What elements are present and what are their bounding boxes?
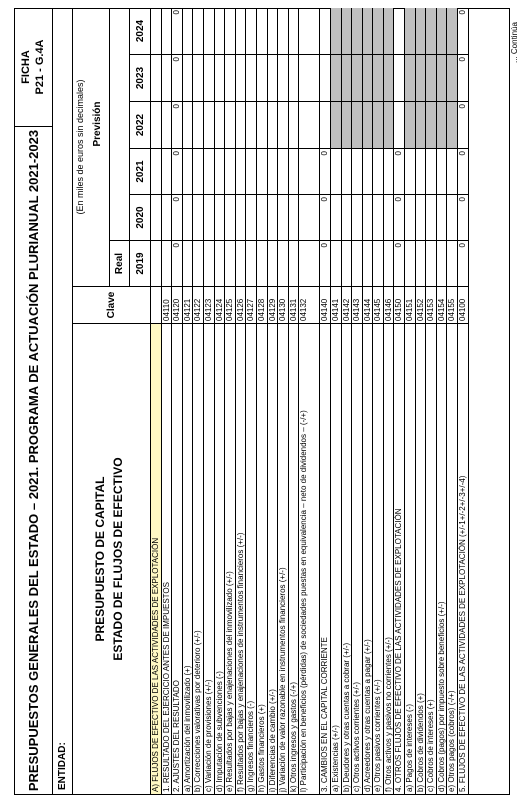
table-row [342,8,353,794]
cell-2020[interactable]: 0 [320,194,330,240]
cell-2024[interactable] [437,8,447,54]
cell-2020[interactable] [151,194,161,240]
row-clave: 04126 [236,286,246,323]
cell-2021[interactable] [236,148,246,194]
cell-2021[interactable] [384,148,394,194]
ficha-label: FICHA [20,50,32,84]
row-label: e) Otros pasivos corrientes (+/-) [373,323,383,794]
table-row [289,8,300,794]
cell-2022[interactable] [405,101,415,148]
row-label: d) Cobros (pagos) por impuesto sobre beneficios (+/-) [437,323,447,794]
cell-2021[interactable] [426,148,436,194]
row-clave: 04121 [183,286,193,323]
header-line2: ESTADO DE FLUJOS DE EFECTIVO [111,457,125,661]
header-divider [109,8,110,240]
row-label: 3. CAMBIOS EN EL CAPITAL CORRIENTE [320,323,330,794]
cell-2020[interactable] [426,194,436,240]
header-years [73,8,151,286]
cell-2019[interactable] [405,240,415,286]
cell-2024[interactable] [278,8,288,54]
cell-2023[interactable] [320,54,330,101]
cell-2022[interactable]: 0 [458,101,468,148]
cell-2021[interactable] [342,148,352,194]
table-row [236,8,247,794]
header-year-2022: 2022 [129,101,150,148]
table-row [257,8,268,794]
row-label: e) Resultados por bajas y enajenaciones del inmovilizado (+/-) [225,323,235,794]
row-clave: 04128 [257,286,267,323]
cell-2024[interactable] [162,8,172,54]
table-row [246,8,257,794]
cell-2019[interactable] [299,240,319,286]
row-label: 2. AJUSTES DEL RESULTADO [172,323,182,794]
cell-2021[interactable] [278,148,288,194]
cell-2023[interactable] [394,54,404,101]
cell-2023[interactable]: 0 [458,54,468,101]
header-year-2019: 2019 [129,240,150,286]
row-label: 4. OTROS FLUJOS DE EFECTIVO DE LAS ACTIVIDADES DE EXPLOTACIÓN [394,323,404,794]
cell-2023[interactable] [289,54,299,101]
cell-2023[interactable] [268,54,278,101]
table-row [352,8,363,794]
row-label: 5. FLUJOS DE EFECTIVO DE LAS ACTIVIDADES DE EXPLOTACIÓN (+/-1+/-2+/-3+/-4) [458,323,468,794]
cell-2024[interactable] [342,8,352,54]
header-unit: (En miles de euros sin decimales) [75,79,85,215]
cell-2023[interactable] [363,54,373,101]
cell-2021[interactable] [183,148,193,194]
cell-2022[interactable] [193,101,203,148]
cell-2022[interactable] [289,101,299,148]
header-year-2023: 2023 [129,54,150,101]
row-label: d) Acreedores y otras cuentas a pagar (+/-) [363,323,373,794]
cell-2024[interactable] [246,8,256,54]
cell-2020[interactable] [204,194,214,240]
row-clave: 04152 [416,286,426,323]
cell-2019[interactable] [236,240,246,286]
cell-2024[interactable] [299,8,319,54]
cell-2019[interactable] [246,240,256,286]
cell-2019[interactable] [151,240,161,286]
row-label: a) Amortización del inmovilizado (+) [183,323,193,794]
row-clave: 04110 [162,286,172,323]
cell-2023[interactable] [278,54,288,101]
cell-2019[interactable] [352,240,362,286]
cell-2020[interactable]: 0 [458,194,468,240]
cell-2022[interactable] [342,101,352,148]
cell-2024[interactable] [320,8,330,54]
header-prevision: Previsión [92,101,103,147]
cell-2021[interactable]: 0 [320,148,330,194]
cell-2020[interactable] [405,194,415,240]
cell-2023[interactable] [352,54,362,101]
table-header-title [73,323,151,794]
cell-2021[interactable] [204,148,214,194]
cell-2022[interactable] [394,101,404,148]
header-clave: Clave [73,286,151,323]
cell-2022[interactable] [331,101,341,148]
row-label: 1. RESULTADO DEL EJERCICIO ANTES DE IMPUESTOS [162,323,172,794]
cell-2019[interactable] [225,240,235,286]
cell-2024[interactable] [257,8,267,54]
cell-2019[interactable] [331,240,341,286]
cell-2024[interactable] [183,8,193,54]
row-clave: 04140 [320,286,330,323]
cell-2023[interactable] [257,54,267,101]
row-clave: 04146 [384,286,394,323]
table-row [225,8,236,794]
cell-2019[interactable] [183,240,193,286]
cell-2022[interactable] [352,101,362,148]
cell-2024[interactable]: 0 [458,10,468,15]
cell-2023[interactable] [342,54,352,101]
cell-2022[interactable] [236,101,246,148]
table-row [331,8,342,794]
cell-2021[interactable] [215,148,225,194]
header-line1: PRESUPUESTO DE CAPITAL [93,476,107,642]
row-label: b) Cobros de dividendos (+) [416,323,426,794]
cell-2021[interactable] [331,148,341,194]
cell-2024[interactable] [215,8,225,54]
header-year-2020: 2020 [129,194,150,240]
table-row [405,8,416,794]
cell-2023[interactable] [236,54,246,101]
cell-2022[interactable] [225,101,235,148]
row-label: c) Otros activos corrientes (+/-) [352,323,362,794]
cell-2021[interactable] [405,148,415,194]
cell-2019[interactable]: 0 [320,240,330,286]
row-clave: 04120 [172,286,182,323]
cell-2023[interactable] [331,54,341,101]
row-label: a) Existencias (+/-) [331,323,341,794]
row-clave: 04124 [215,286,225,323]
cell-2020[interactable] [246,194,256,240]
table-row [416,8,427,794]
form-frame [14,8,510,795]
table-row [193,8,204,794]
cell-2019[interactable] [363,240,373,286]
cell-2020[interactable] [225,194,235,240]
row-label: c) Cobros de intereses (+) [426,323,436,794]
cell-2022[interactable] [320,101,330,148]
row-clave: 04125 [225,286,235,323]
cell-2020[interactable] [342,194,352,240]
row-label: h) Gastos financieros (+) [257,323,267,794]
cell-2022[interactable] [363,101,373,148]
cell-2024[interactable] [373,8,383,54]
entidad-label: ENTIDAD: [53,8,73,794]
cell-2021[interactable] [162,148,172,194]
cell-2020[interactable] [447,194,457,240]
cell-2020[interactable] [183,194,193,240]
row-clave: 04151 [405,286,415,323]
cell-2022[interactable] [278,101,288,148]
cell-2023[interactable] [183,54,193,101]
cell-2021[interactable]: 0 [458,148,468,194]
row-clave: 04132 [299,286,319,323]
cell-2024[interactable] [193,8,203,54]
cell-2019[interactable] [373,240,383,286]
row-clave: 04144 [363,286,373,323]
cell-2024[interactable] [416,8,426,54]
cell-2019[interactable] [416,240,426,286]
cell-2019[interactable] [162,240,172,286]
cell-2020[interactable] [384,194,394,240]
row-label: l) Participación en beneficios (pérdidas) de sociedades puestas en equivalencia – neto de dividendos – (-/+) [299,323,319,794]
cell-2021[interactable] [373,148,383,194]
cell-2021[interactable] [193,148,203,194]
cell-2023[interactable] [373,54,383,101]
cell-2024[interactable] [331,8,341,54]
cell-2020[interactable] [299,194,319,240]
row-label: f) Otros activos y pasivos no corrientes (+/-) [384,323,394,794]
cell-2020[interactable] [268,194,278,240]
ficha-box [15,8,53,126]
cell-2023[interactable] [225,54,235,101]
row-clave: 04155 [447,286,457,323]
cell-2021[interactable] [363,148,373,194]
row-clave: 04122 [193,286,203,323]
table-row [299,8,320,794]
row-clave: 04150 [394,286,404,323]
row-clave: 04129 [268,286,278,323]
cell-2022[interactable] [384,101,394,148]
cell-2020[interactable]: 0 [394,194,404,240]
cell-2020[interactable] [331,194,341,240]
row-clave: 04154 [437,286,447,323]
row-label: e) Otros pagos (cobros) (-/+) [447,323,457,794]
cell-2021[interactable] [289,148,299,194]
cell-2021[interactable] [268,148,278,194]
cell-2021[interactable]: 0 [172,148,182,194]
cell-2021[interactable] [437,148,447,194]
row-label: g) Ingresos financieros (-) [246,323,256,794]
cell-2019[interactable] [426,240,436,286]
row-clave: 04127 [246,286,256,323]
table-row [437,8,448,794]
cell-2023[interactable] [204,54,214,101]
table-row [162,8,173,794]
cell-2019[interactable] [204,240,214,286]
cell-2024[interactable] [426,8,436,54]
table-row [278,8,289,794]
row-label: d) Imputación de subvenciones (-) [215,323,225,794]
table-row [151,8,162,794]
cell-2021[interactable]: 0 [394,148,404,194]
cell-2021[interactable] [352,148,362,194]
cell-2022[interactable] [437,101,447,148]
cell-2024[interactable]: 0 [172,10,182,15]
row-clave: 04145 [373,286,383,323]
row-label: j) Variación de valor razonable en instrumentos financieros (+/-) [278,323,288,794]
table-row [426,8,437,794]
row-clave: 04142 [342,286,352,323]
table-row [447,8,458,794]
cell-2023[interactable] [246,54,256,101]
cell-2024[interactable] [405,8,415,54]
row-clave: 04143 [352,286,362,323]
cell-2019[interactable] [215,240,225,286]
row-clave: 04141 [331,286,341,323]
cell-2022[interactable] [204,101,214,148]
cell-2021[interactable] [257,148,267,194]
ficha-code: P21 - G.4A [34,39,46,95]
table-row [384,8,395,794]
cell-2023[interactable] [447,54,457,101]
cell-2022[interactable] [299,101,319,148]
cell-2019[interactable] [257,240,267,286]
cell-2024[interactable] [236,8,246,54]
row-label: i) Diferencias de cambio (+/-) [268,323,278,794]
cell-2023[interactable] [193,54,203,101]
cell-2023[interactable] [437,54,447,101]
cell-2021[interactable] [447,148,457,194]
cell-2021[interactable] [225,148,235,194]
cell-2019[interactable]: 0 [172,240,182,286]
cell-2020[interactable] [162,194,172,240]
cell-2021[interactable] [246,148,256,194]
cell-2024[interactable] [225,8,235,54]
cell-2022[interactable] [215,101,225,148]
cell-2019[interactable] [384,240,394,286]
cell-2019[interactable] [342,240,352,286]
cell-2019[interactable]: 0 [394,240,404,286]
cell-2020[interactable] [437,194,447,240]
cell-2019[interactable] [289,240,299,286]
cell-2024[interactable] [447,8,457,54]
table-body [151,8,469,794]
cell-2019[interactable] [437,240,447,286]
header-real: Real [109,240,129,286]
cell-2023[interactable] [162,54,172,101]
cell-2022[interactable] [151,101,161,148]
cell-2020[interactable] [363,194,373,240]
cell-2023[interactable] [405,54,415,101]
cell-2019[interactable] [278,240,288,286]
cell-2019[interactable]: 0 [458,240,468,286]
cell-2020[interactable] [236,194,246,240]
row-clave: 04130 [278,286,288,323]
table-row [172,8,183,794]
table-row [183,8,194,794]
row-clave [151,286,161,323]
cell-2020[interactable]: 0 [172,194,182,240]
cell-2020[interactable] [278,194,288,240]
cell-2020[interactable] [215,194,225,240]
table-row [394,8,405,794]
cell-2022[interactable]: 0 [172,101,182,148]
row-label: b) Deudores y otras cuentas a cobrar (+/-) [342,323,352,794]
table-row [320,8,331,794]
row-clave: 04123 [204,286,214,323]
row-label: b) Correcciones valorativas por deterioro (+/-) [193,323,203,794]
row-clave: 04131 [289,286,299,323]
header-year-2021: 2021 [129,148,150,194]
cell-2023[interactable] [426,54,436,101]
header-year-2024: 2024 [129,8,150,54]
cell-2020[interactable] [373,194,383,240]
cell-2024[interactable] [363,8,373,54]
cell-2020[interactable] [352,194,362,240]
cell-2019[interactable] [268,240,278,286]
cell-2021[interactable] [416,148,426,194]
cell-2022[interactable] [257,101,267,148]
cell-2022[interactable] [426,101,436,148]
page-title: PRESUPUESTOS GENERALES DEL ESTADO – 2021. PROGRAMA DE ACTUACIÓN PLURIANUAL 2021-2023 [15,126,53,794]
row-clave: 04153 [426,286,436,323]
cell-2023[interactable] [416,54,426,101]
cell-2024[interactable] [352,8,362,54]
table-row [268,8,279,794]
cell-2024[interactable] [289,8,299,54]
row-label: f) Resultados por bajas y enajenaciones de instrumentos financieros (+/-) [236,323,246,794]
cell-2022[interactable] [268,101,278,148]
row-clave: 04100 [458,286,468,323]
cell-2020[interactable] [257,194,267,240]
cell-2024[interactable] [384,8,394,54]
cell-2024[interactable] [268,8,278,54]
cell-2022[interactable] [162,101,172,148]
table-row [204,8,215,794]
row-label: a) Pagos de intereses (-) [405,323,415,794]
cell-2023[interactable] [299,54,319,101]
table-row [458,8,469,794]
cell-2022[interactable] [246,101,256,148]
cell-2023[interactable] [151,54,161,101]
cell-2023[interactable]: 0 [172,54,182,101]
cell-2023[interactable] [384,54,394,101]
cell-2020[interactable] [193,194,203,240]
cell-2023[interactable] [215,54,225,101]
row-label: k) Otros ingresos y gastos (-/+) [289,323,299,794]
cell-2024[interactable] [204,8,214,54]
row-label: A) FLUJOS DE EFECTIVO DE LAS ACTIVIDADES DE EXPLOTACIÓN [151,323,161,794]
row-label: c) Variación de provisiones (+/-) [204,323,214,794]
cell-2024[interactable] [394,8,404,54]
table-row [215,8,226,794]
cell-2019[interactable] [447,240,457,286]
table-row [373,8,384,794]
table-row [363,8,374,794]
cell-2020[interactable] [289,194,299,240]
cell-2022[interactable] [183,101,193,148]
cell-2021[interactable] [299,148,319,194]
cell-2020[interactable] [416,194,426,240]
cell-2022[interactable] [373,101,383,148]
cell-2022[interactable] [447,101,457,148]
cell-2022[interactable] [416,101,426,148]
cell-2021[interactable] [151,148,161,194]
cell-2019[interactable] [193,240,203,286]
cell-2024[interactable] [151,8,161,54]
continua-note: ... Continúa [510,22,519,63]
